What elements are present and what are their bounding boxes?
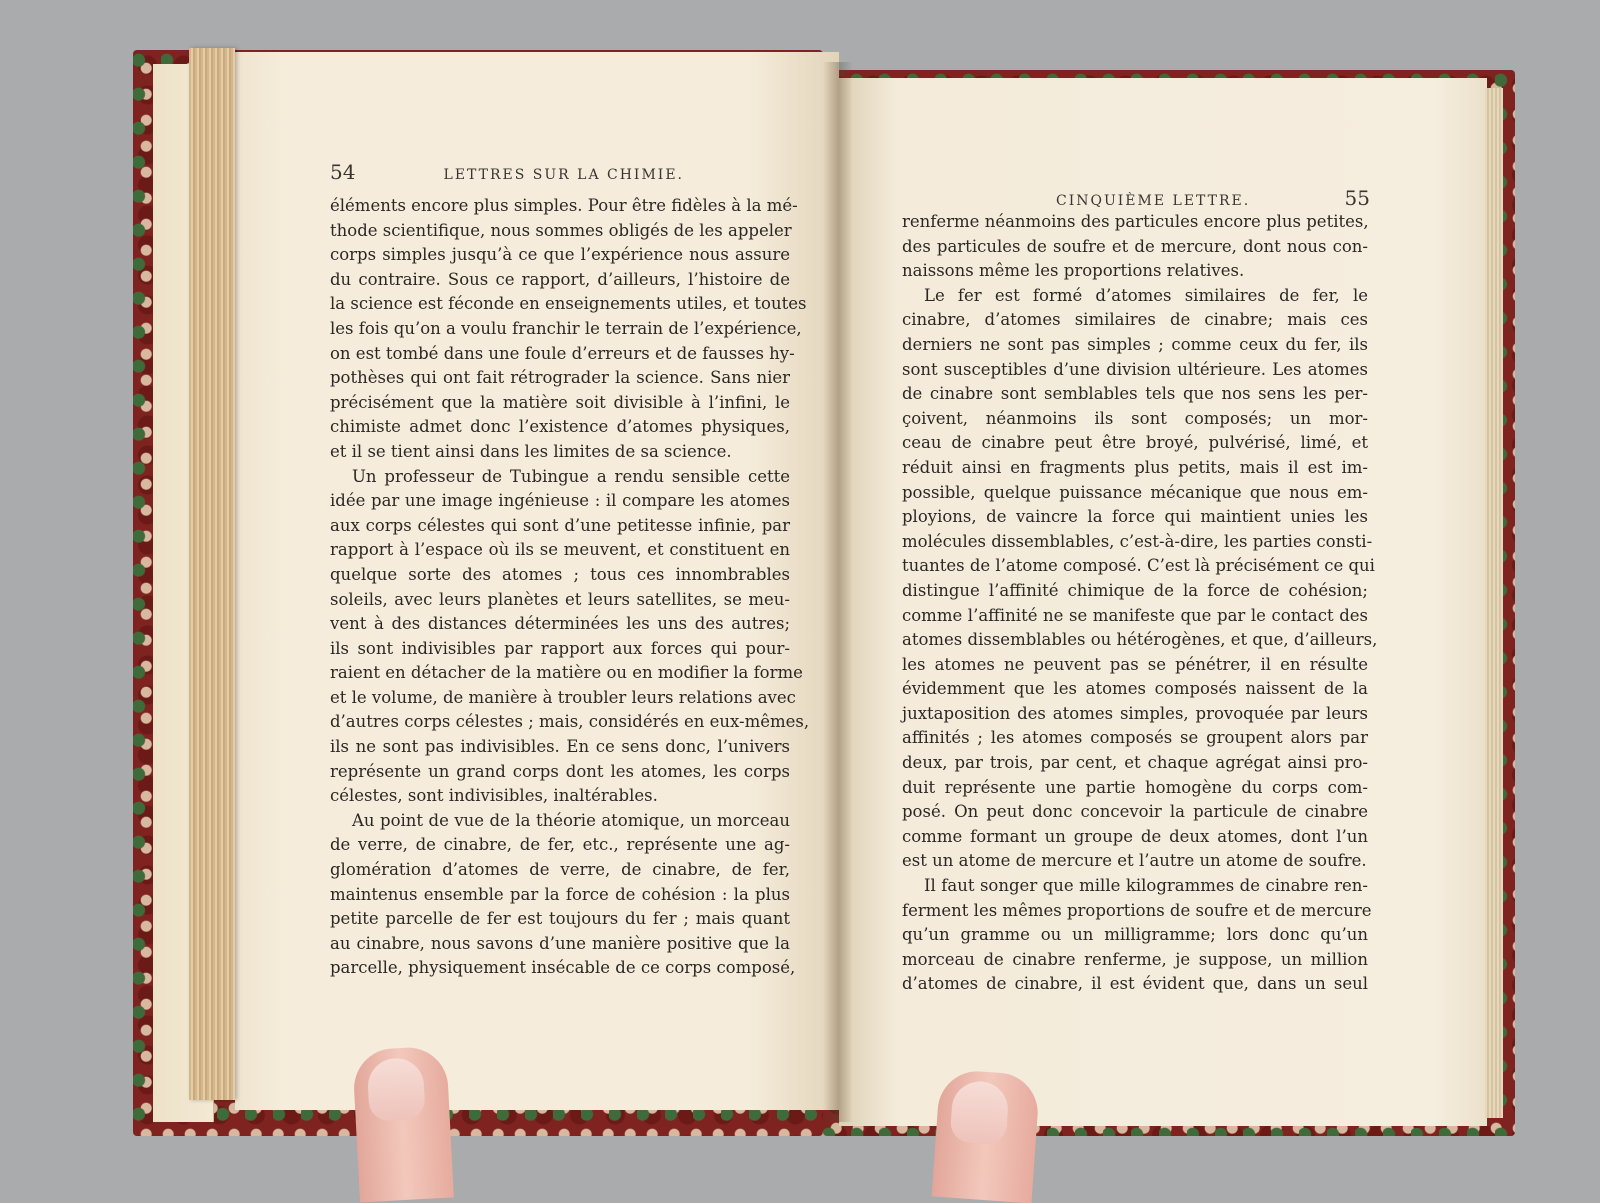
- text-line: affinités ; les atomes composés se groupent alors par: [902, 728, 1368, 748]
- text-line: naissons même les proportions relatives.: [902, 261, 1245, 281]
- text-line: vent à des distances déterminées les uns des autres;: [330, 614, 790, 634]
- text-line: les atomes ne peuvent pas se pénétrer, il en résulte: [902, 654, 1368, 674]
- text-line: la science est féconde en enseignements utiles, et toutes: [330, 294, 807, 314]
- text-line: réduit ainsi en fragments plus petits, mais il est im-: [902, 457, 1368, 477]
- text-line: quelque sorte des atomes ; tous ces innombrables: [330, 564, 790, 584]
- text-line: posé. On peut donc concevoir la particule de cinabre: [902, 802, 1368, 822]
- text-line: soleils, avec leurs planètes et leurs satellites, se meu-: [330, 589, 790, 609]
- text-line: renferme néanmoins des particules encore plus petites,: [902, 212, 1369, 231]
- right-page-text: [902, 210, 1378, 997]
- text-line: au cinabre, nous savons d’une manière positive que la: [330, 933, 790, 953]
- text-line: raient en détacher de la matière ou en modifier la forme: [330, 663, 803, 683]
- text-line: maintenus ensemble par la force de cohésion : la plus: [330, 884, 790, 904]
- text-line: Au point de vue de la théorie atomique, un morceau: [352, 810, 790, 830]
- left-page-number: 54: [330, 160, 356, 184]
- text-line: çoivent, néanmoins ils sont composés; un mor-: [902, 408, 1368, 428]
- text-line: molécules dissemblables, c’est-à-dire, les parties consti-: [902, 531, 1373, 551]
- text-line: et il se tient ainsi dans les limites de sa science.: [330, 441, 732, 461]
- text-line: d’autres corps célestes ; mais, considérés en eux-mêmes,: [330, 712, 810, 732]
- text-line: idée par une image ingénieuse : il compare les atomes: [330, 491, 790, 511]
- text-line: des particules de soufre et de mercure, dont nous con-: [902, 236, 1368, 256]
- text-line: ceau de cinabre peut être broyé, pulvérisé, limé, et: [902, 433, 1368, 453]
- text-line: deux, par trois, par cent, et chaque agrégat ainsi pro-: [902, 753, 1368, 773]
- text-line: morceau de cinabre renferme, je suppose, un million: [902, 949, 1368, 969]
- text-line: distingue l’affinité chimique de la force de cohésion;: [902, 580, 1368, 600]
- right-running-head: CINQUIÈME LETTRE.: [1056, 193, 1251, 209]
- text-line: d’atomes de cinabre, il est évident que, dans un seul: [902, 974, 1368, 994]
- text-line: Un professeur de Tubingue a rendu sensible cette: [352, 466, 790, 486]
- text-line: du contraire. Sous ce rapport, d’ailleurs, l’histoire de: [330, 269, 790, 289]
- text-line: tuantes de l’atome composé. C’est là précisément ce qui: [902, 556, 1375, 576]
- text-line: duit représente une partie homogène du corps com-: [902, 777, 1368, 797]
- text-line: célestes, sont indivisibles, inaltérables.: [330, 786, 658, 806]
- text-line: est un atome de mercure et l’autre un atome de soufre.: [902, 851, 1367, 871]
- text-line: ils ne sont pas indivisibles. En ce sens donc, l’univers: [330, 737, 790, 757]
- book-gutter: [823, 62, 853, 1122]
- thumbnail-left: [367, 1057, 426, 1122]
- text-line: rapport à l’espace où ils se meuvent, et constituent en: [330, 540, 790, 560]
- text-line: cinabre, d’atomes similaires de cinabre; mais ces: [902, 310, 1368, 330]
- text-line: pothèses qui ont fait rétrograder la science. Sans nier: [330, 368, 790, 388]
- text-line: Il faut songer que mille kilogrammes de cinabre ren-: [924, 876, 1368, 896]
- text-line: précisément que la matière soit divisible à l’infini, le: [330, 392, 790, 412]
- text-line: thode scientifique, nous sommes obligés de les appeler: [330, 220, 792, 240]
- text-line: juxtaposition des atomes simples, provoquée par leurs: [902, 703, 1368, 723]
- page-block-edge: [189, 48, 235, 1100]
- text-line: derniers ne sont pas simples ; comme ceux du fer, ils: [902, 334, 1368, 354]
- thumbnail-right: [950, 1080, 1010, 1146]
- text-line: Le fer est formé d’atomes similaires de fer, le: [924, 285, 1368, 305]
- text-line: possible, quelque puissance mécanique que nous em-: [902, 482, 1368, 502]
- left-running-head: LETTRES SUR LA CHIMIE.: [443, 167, 684, 183]
- text-line: comme l’affinité ne se manifeste que par le contact des: [902, 605, 1368, 625]
- text-line: aux corps célestes qui sont d’une petitesse infinie, par: [330, 515, 790, 535]
- right-running-header: [1056, 186, 1370, 210]
- text-line: ils sont indivisibles par rapport aux forces qui pour-: [330, 638, 790, 658]
- text-line: parcelle, physiquement insécable de ce corps composé,: [330, 958, 796, 978]
- text-line: comme formant un groupe de deux atomes, dont l’un: [902, 826, 1368, 846]
- text-line: ployions, de vaincre la force qui maintient unies les: [902, 507, 1368, 527]
- text-line: évidemment que les atomes composés naissent de la: [902, 679, 1368, 699]
- text-line: on est tombé dans une foule d’erreurs et de fausses hy-: [330, 343, 795, 363]
- text-line: qu’un gramme ou un milligramme; lors donc qu’un: [902, 925, 1368, 945]
- right-page-number: 55: [1344, 186, 1370, 210]
- right-page-edge: [1485, 88, 1503, 1118]
- text-line: de cinabre sont semblables tels que nos sens les per-: [902, 384, 1368, 404]
- text-line: de verre, de cinabre, de fer, etc., représente une ag-: [330, 835, 790, 855]
- text-line: corps simples jusqu’à ce que l’expérience nous assure: [330, 245, 790, 265]
- right-thumb: [932, 1069, 1041, 1203]
- text-line: ferment les mêmes proportions de soufre et de mercure: [902, 900, 1372, 920]
- text-line: et le volume, de manière à troubler leurs relations avec: [330, 687, 796, 707]
- text-line: éléments encore plus simples. Pour être fidèles à la mé-: [330, 196, 798, 215]
- left-page-text: [330, 194, 810, 981]
- text-line: les fois qu’on a voulu franchir le terrain de l’expérience,: [330, 318, 802, 338]
- text-line: chimiste admet donc l’existence d’atomes physiques,: [330, 417, 790, 437]
- text-line: sont susceptibles d’une division ultérieure. Les atomes: [902, 359, 1368, 379]
- text-line: atomes dissemblables ou hétérogènes, et que, d’ailleurs,: [902, 630, 1378, 650]
- left-running-header: [330, 160, 684, 184]
- text-line: glomération d’atomes de verre, de cinabre, de fer,: [330, 860, 790, 880]
- text-line: représente un grand corps dont les atomes, les corps: [330, 761, 790, 781]
- left-thumb: [352, 1046, 454, 1203]
- text-line: petite parcelle de fer est toujours du fer ; mais quant: [330, 909, 790, 929]
